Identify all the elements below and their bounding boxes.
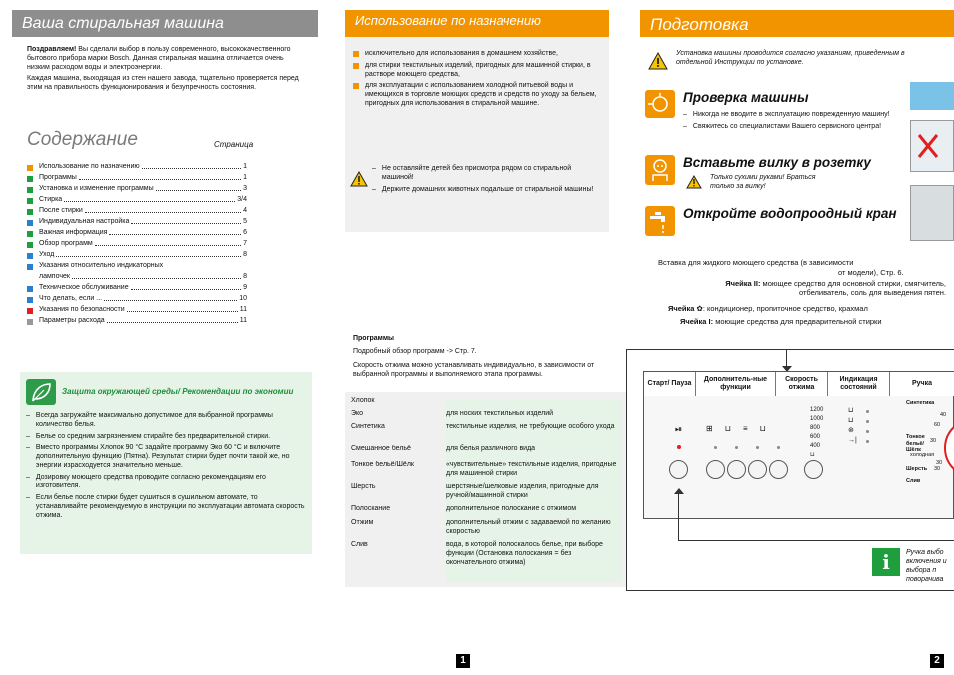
program-desc: для белья различного вида	[446, 445, 536, 452]
install-warning-icon	[648, 52, 668, 74]
install-note: Установка машины проводится согласно указаниям, приведенным в отдельной Инструкции по установке.	[676, 50, 905, 66]
eco-text: Дозировку моющего средства проводите согласно рекомендациям его изготовителя.	[35, 473, 266, 490]
toc-page: 8	[243, 273, 247, 281]
eco-item	[26, 444, 306, 470]
toc-label: Что делать, если ...	[39, 295, 103, 303]
spin-value: 400	[810, 443, 821, 449]
table-of-contents	[27, 162, 247, 327]
dash: –	[26, 444, 30, 452]
eco-text: Всегда загружайте максимально допустимое для выбранной программы количество белья.	[35, 412, 273, 428]
panel-column-header: Дополнитель-ные функции	[696, 372, 776, 396]
toc-leader	[72, 274, 241, 279]
panel-column-header: Индикация состояний	[828, 372, 890, 396]
toc-color-marker	[27, 176, 33, 182]
toc-label: Техническое обслуживание	[39, 284, 129, 292]
status-led-2	[866, 420, 869, 423]
right-illustration-2	[910, 120, 954, 172]
intro-p1: Вы сделали выбор в пользу современного, высококачественного бытового прибора марки Bosch. Данная стиральная машина отличается очень низким расходом воды и электроэнергии.	[27, 46, 291, 71]
toc-item[interactable]	[27, 272, 247, 283]
dial-label-drain: Слив	[906, 478, 921, 484]
option-icons: ⊞⊔≡⊔	[706, 424, 778, 433]
right-illustration-3	[910, 185, 954, 241]
programs-title: Программы	[353, 335, 395, 342]
program-row	[351, 505, 621, 517]
option-led-1	[714, 446, 717, 449]
arrow-up-line	[678, 492, 679, 540]
toc-leader	[156, 186, 241, 191]
usage-item	[353, 62, 603, 80]
toc-item[interactable]	[27, 195, 247, 206]
program-row	[351, 410, 621, 421]
usage-text: для эксплуатации с использованием холодной питьевой воды и имеющихся в торговле моющих средств и средств по уходу за бельем, пригодных для использования в стиральной машине.	[365, 82, 597, 107]
right-title: Подготовка	[650, 15, 749, 34]
program-name: Отжим	[351, 519, 374, 526]
toc-leader	[107, 318, 238, 323]
toc-item[interactable]	[27, 184, 247, 195]
toc-label: Указания по безопасности	[39, 306, 125, 314]
eco-text: Белье со средним загрязнением стирайте без предварительной стирки.	[35, 432, 271, 440]
toc-color-marker	[27, 209, 33, 215]
toc-item[interactable]	[27, 294, 247, 305]
leaf-icon	[26, 379, 56, 405]
info-icon: i	[872, 548, 900, 576]
warning-text: Не оставляйте детей без присмотра рядом со стиральной машиной!	[381, 165, 572, 181]
toc-item[interactable]	[27, 250, 247, 261]
option-button-4[interactable]	[769, 460, 788, 479]
dash: –	[372, 185, 376, 193]
spin-value: 800	[810, 425, 821, 431]
page-number-1: 1	[456, 654, 470, 668]
program-name: Хлопок	[351, 397, 375, 404]
program-row	[351, 397, 621, 408]
toc-label: Уход	[39, 251, 55, 259]
toc-label: После стирки	[39, 207, 83, 215]
program-desc: дополнительный отжим с задаваемой по желанию скоростью	[446, 519, 611, 535]
check-text: Никогда не вводите в эксплуатацию поврежденную машину!	[692, 111, 890, 118]
program-desc: вода, в которой полоскалось белье, при выборе функции (Остановка полоскания = без окончательного отжима)	[446, 541, 603, 566]
toc-page: 4	[243, 207, 247, 215]
toc-color-marker	[27, 297, 33, 303]
program-row	[351, 541, 621, 575]
toc-color-marker	[27, 319, 33, 325]
toc-leader	[64, 197, 235, 202]
dash: –	[372, 165, 376, 172]
toc-item[interactable]	[27, 217, 247, 228]
dial-temp-40: 40	[940, 412, 947, 418]
toc-color-marker	[27, 308, 33, 314]
toc-leader	[56, 252, 241, 257]
start-pause-button[interactable]	[669, 460, 688, 479]
toc-leader	[131, 285, 242, 290]
tray3-label: Ячейка I:	[680, 317, 714, 326]
spin-button[interactable]	[804, 460, 823, 479]
dash: –	[26, 432, 30, 440]
toc-leader	[85, 208, 241, 213]
program-desc: шерстяные/шелковые изделия, пригодные для ручной/машинной стирки	[446, 483, 599, 499]
toc-color-marker	[27, 275, 33, 281]
program-row	[351, 519, 621, 539]
spin-value: 1200	[810, 407, 824, 413]
mid-bullets	[353, 50, 603, 112]
tray1-label: Ячейка II:	[725, 279, 761, 288]
panel-columns	[644, 372, 954, 396]
option-button-3[interactable]	[748, 460, 767, 479]
toc-color-marker	[27, 242, 33, 248]
eco-list	[26, 412, 306, 523]
program-name: Полоскание	[351, 505, 391, 512]
toc-item[interactable]	[27, 162, 247, 173]
status-led-1	[866, 410, 869, 413]
tray2: : кондиционер, пропиточное средство, крахмал	[702, 304, 868, 313]
program-desc: для носких текстильных изделий	[446, 410, 554, 417]
program-row	[351, 461, 621, 481]
dial-label-cold: холодная	[910, 452, 935, 458]
toc-page: 1	[243, 163, 247, 171]
check-list	[683, 111, 893, 135]
spin-values	[810, 406, 823, 460]
eco-item	[26, 412, 306, 430]
tray2-text	[668, 304, 954, 313]
toc-label: Индивидуальная настройка	[39, 218, 130, 226]
dash: –	[683, 122, 687, 130]
program-row	[351, 445, 621, 459]
toc-color-marker	[27, 165, 33, 171]
plug-icon	[645, 155, 675, 185]
program-name: Смешанное бельё	[351, 445, 411, 452]
toc-label: Указания относительно индикаторных	[39, 262, 164, 270]
dial-label-wool: Шерсть	[906, 466, 928, 472]
eco-text: Если белье после стирки будет сушиться в сушильном автомате, то устанавливайте рекомендуемую в инструкции по эксплуатации автомата скорость отжима.	[35, 494, 305, 519]
dial-temp-30b: 30	[936, 460, 943, 466]
warning-item	[372, 165, 600, 183]
check-icon	[645, 90, 675, 118]
toc-item[interactable]	[27, 239, 247, 250]
program-name: Слив	[351, 541, 368, 548]
toc-page: 3	[243, 185, 247, 193]
toc-leader	[109, 230, 241, 235]
orange-bullet	[353, 83, 359, 89]
program-name: Эко	[351, 410, 364, 417]
mid-warning	[350, 165, 600, 197]
toc-color-marker	[27, 231, 33, 237]
info-note: Ручка выбо включения и выбора п поворачива	[906, 549, 947, 584]
panel-column-header: Старт/ Пауза	[644, 372, 696, 396]
tray2-label: Ячейка	[668, 304, 695, 313]
dash: –	[26, 412, 30, 419]
programs-table	[351, 397, 621, 577]
toc-leader	[127, 307, 238, 312]
orange-bullet	[353, 63, 359, 69]
rinse-hold-icon: ⊔	[810, 452, 815, 458]
option-led-3	[756, 446, 759, 449]
flower-icon: ✿	[696, 304, 703, 313]
warning-icon	[350, 171, 368, 187]
toc-leader	[95, 241, 241, 246]
eco-box	[20, 372, 312, 554]
toc-item[interactable]	[27, 206, 247, 217]
program-name: Шерсть	[351, 483, 376, 490]
toc-page: 7	[243, 240, 247, 248]
toc-color-marker	[27, 220, 33, 226]
dial-label-synthetics: Синтетика	[906, 400, 935, 406]
toc-label: Обзор программ	[39, 240, 93, 248]
plug-warning-icon	[686, 175, 702, 193]
mid-title-bar	[345, 10, 609, 37]
programs-line: Подробный обзор программ -> Стр. 7.	[353, 348, 477, 355]
toc-label: Важная информация	[39, 229, 108, 237]
right-illustration-1	[910, 82, 954, 110]
dash: –	[26, 473, 30, 481]
toc-item[interactable]	[27, 173, 247, 184]
check-item	[683, 123, 893, 132]
right-title-bar	[640, 10, 954, 37]
spin-value: 1000	[810, 416, 824, 422]
panel-column-header: Ручка	[890, 372, 954, 396]
program-name: Синтетика	[351, 423, 385, 430]
toc-color-marker	[27, 253, 33, 259]
toc-color-marker	[27, 286, 33, 292]
toc-page: 5	[243, 218, 247, 226]
page-column-label: Страница	[214, 140, 254, 149]
program-desc	[446, 397, 621, 408]
toc-page: 8	[243, 251, 247, 259]
toc-leader	[104, 296, 237, 301]
toc-leader	[79, 175, 241, 180]
toc-page: 9	[243, 284, 247, 292]
eco-text: Вместо программы Хлопок 90 °C задайте программу Эко 60 °C и включите дополнительную функцию (Пятна). Результат стирки будет почти такой же, но энергии израсходуется значительно меньше.	[35, 444, 290, 469]
program-desc: «чувствительные» текстильные изделия, пригодные для машинной стирки	[446, 461, 617, 477]
usage-item	[353, 50, 603, 59]
dial-temp-30a: 30	[930, 438, 937, 444]
toc-page: 3/4	[237, 196, 247, 204]
program-name: Тонкое бельё/Шёлк	[351, 461, 414, 468]
tray3: моющие средства для предварительной стирки	[713, 317, 882, 326]
program-desc: текстильные изделия, не требующие особого ухода	[446, 423, 615, 430]
program-row	[351, 483, 621, 503]
left-title: Ваша стиральная машина	[22, 15, 224, 32]
toc-page: 11	[239, 317, 247, 325]
toc-label: Использование по назначению	[39, 163, 140, 171]
option-led-4	[777, 446, 780, 449]
toc-item[interactable]	[27, 261, 247, 272]
program-row	[351, 423, 621, 443]
eco-title: Защита окружающей среды/ Рекомендации по экономии	[62, 387, 294, 396]
toc-label: Параметры расхода	[39, 317, 105, 325]
warning-item	[372, 186, 600, 195]
toc-label: лампочек	[39, 273, 70, 281]
status-led-4	[866, 440, 869, 443]
tap-title: Откройте водопроодный кран	[683, 206, 897, 221]
detergent-line1: Вставка для жидкого моющего средства (в зависимости	[658, 258, 854, 267]
option-led-2	[735, 446, 738, 449]
toc-page: 11	[239, 306, 247, 314]
start-led	[677, 445, 681, 449]
detergent-line2: от модели), Стр. 6.	[838, 268, 904, 277]
program-dial[interactable]	[944, 418, 954, 478]
toc-color-marker	[27, 198, 33, 204]
tray3-text	[680, 317, 954, 326]
toc-color-marker	[27, 187, 33, 193]
control-panel	[643, 371, 954, 519]
tray1-text	[680, 279, 946, 298]
toc-label: Программы	[39, 174, 77, 182]
arrow-up-h	[678, 540, 954, 541]
intro-p2: Каждая машина, выходящая из стен нашего завода, тщательно проверяется перед этим на правильность функционирования и безупречность состояния.	[27, 75, 299, 91]
status-led-3	[866, 430, 869, 433]
toc-label: Стирка	[39, 196, 63, 204]
eco-item	[26, 474, 306, 492]
dash: –	[683, 111, 687, 118]
toc-item[interactable]	[27, 316, 247, 327]
dial-temp-30c: 30	[934, 466, 941, 472]
toc-label: Установка и изменение программы	[39, 185, 154, 193]
usage-item	[353, 82, 603, 108]
intro-bold: Поздравляем!	[27, 46, 77, 53]
eco-item	[26, 494, 306, 520]
check-item	[683, 111, 893, 120]
dial-temp-60: 60	[934, 422, 941, 428]
dial-area	[906, 400, 954, 510]
plug-title: Вставьте вилку в розетку	[683, 155, 871, 170]
intro-text	[27, 46, 299, 93]
toc-page: 6	[243, 229, 247, 237]
toc-leader	[131, 219, 241, 224]
usage-text: для стирки текстильных изделий, пригодных для машинной стирки, в растворе моющего средства,	[365, 61, 591, 78]
option-button-2[interactable]	[727, 460, 746, 479]
option-button-1[interactable]	[706, 460, 725, 479]
orange-bullet	[353, 51, 359, 57]
spin-text: Скорость отжима можно устанавливать индивидуально, в зависимости от выбранной программы и выполняемого этапа программы.	[353, 362, 595, 378]
spin-value: 600	[810, 434, 821, 440]
check-title: Проверка машины	[683, 90, 809, 105]
arrow-up-head	[674, 488, 684, 494]
panel-column-header: Скорость отжима	[776, 372, 828, 396]
start-pause-icon: ⏯	[675, 424, 683, 434]
toc-item[interactable]	[27, 305, 247, 316]
dash: –	[26, 494, 30, 501]
usage-text: исключительно для использования в домашнем хозяйстве,	[365, 50, 558, 57]
toc-leader	[142, 164, 241, 169]
toc-page: 10	[239, 295, 247, 303]
program-desc: дополнительное полоскание с отжимом	[446, 505, 577, 512]
check-text: Свяжитесь со специалистами Вашего сервисного центра!	[692, 122, 882, 130]
tray1: моющее средство для основной стирки, смягчитель, отбеливатель, соль для выведения пятен.	[760, 279, 946, 298]
status-icons: ⊔ ⊔ ⊛ →|	[848, 407, 857, 444]
toc-color-marker	[27, 264, 33, 270]
toc-item[interactable]	[27, 228, 247, 239]
toc-page: 1	[243, 174, 247, 182]
mid-title: Использование по назначению	[355, 13, 541, 28]
dial-label-delicates: Тонкое бельё/Шёлк	[906, 434, 925, 454]
eco-item	[26, 433, 306, 442]
contents-title: Содержание	[27, 129, 138, 150]
toc-item[interactable]	[27, 283, 247, 294]
tap-icon	[645, 206, 675, 236]
page-number-2: 2	[930, 654, 944, 668]
left-title-bar	[12, 10, 318, 37]
plug-note: Только сухими руками! Браться только за вилку!	[710, 174, 816, 190]
warning-list	[372, 165, 600, 194]
warning-text: Держите домашних животных подальше от стиральной машины!	[381, 185, 594, 193]
